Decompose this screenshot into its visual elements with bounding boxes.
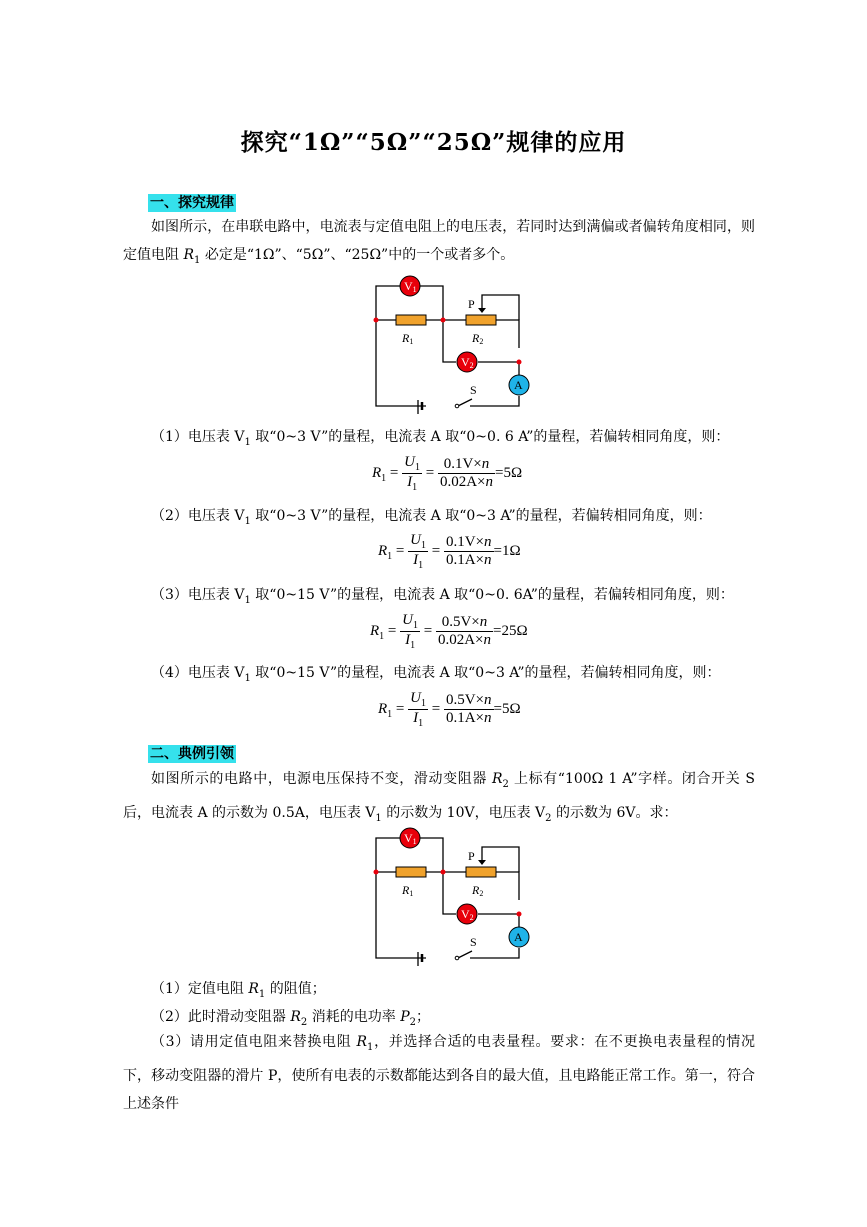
formula-2: $R_1$ = $\frac{U_1}{I_1}$ = $\frac{0.1V\times n}{0.1A\times n}$ =1Ω (378, 532, 521, 571)
r1-label-2: R1 (402, 883, 414, 898)
slider-label: P (468, 297, 475, 311)
section-heading-2-text: 二、典例引领 (150, 746, 234, 762)
v1-label-2: V1 (404, 831, 417, 846)
v1-label: V1 (404, 279, 417, 294)
r2-label: R2 (472, 331, 484, 346)
question-1: （1）定值电阻 $R_1$ 的阻值； (151, 981, 326, 1000)
formula-3: $R_1$ = $\frac{U_1}{I_1}$ = $\frac{0.5V\times n}{0.02A\times n}$ =25Ω (370, 612, 528, 651)
formula-1: $R_1$ = $\frac{U_1}{I_1}$ = $\frac{0.1V\times n}{0.02A\times n}$ =5Ω (372, 454, 523, 493)
question-3: （3）请用定值电阻来替换电阻 $R_1$，并选择合适的电表量程。要求：在不更换电表量程的情况下，移动变阻器的滑片 P，使所有电表的示数都能达到各自的最大值，且电路能正常工作。第一，符合上述条件 (123, 1034, 755, 1112)
formula-4: $R_1$ = $\frac{U_1}{I_1}$ = $\frac{0.5V\times n}{0.1A\times n}$ =5Ω (378, 690, 521, 729)
v2-label-2: V2 (461, 907, 474, 922)
switch-label-2: S (470, 935, 477, 949)
page-title: 探究“1Ω”“5Ω”“25Ω”规律的应用 (240, 129, 627, 156)
item-2-text: （2）电压表 $V_1$ 取“0~3 V”的量程，电流表 A 取“0~3 A”的量程，若偏转相同角度，则： (151, 508, 712, 527)
item-1-text: （1）电压表 $V_1$ 取“0~3 V”的量程，电流表 A 取“0~0. 6 A”的量程，若偏转相同角度，则： (151, 429, 730, 448)
item-4-text: （4）电压表 $V_1$ 取“0~15 V”的量程，电流表 A 取“0~3 A”的量程，若偏转相同角度，则： (151, 665, 721, 684)
example-paragraph: 如图所示的电路中，电源电压保持不变，滑动变阻器 $R_2$ 上标有“100Ω 1 A”字样。闭合开关 S 后，电流表 A 的示数为 0.5A，电压表 $V_1$ 的示数为 10V，电压表 $V_2$ 的示数为 6V。求： (123, 771, 756, 824)
section-heading-1-text: 一、探究规律 (150, 195, 234, 211)
switch-label: S (470, 383, 477, 397)
item-3-text: （3）电压表 $V_1$ 取“0~15 V”的量程，电流表 A 取“0~0. 6A”的量程，若偏转相同角度，则： (151, 587, 734, 606)
section-heading-2 (148, 743, 236, 763)
intro-paragraph: 如图所示，在串联电路中，电流表与定值电阻上的电压表，若同时达到满偏或者偏转角度相同，则定值电阻 $R_1$ 必定是“1Ω”、“5Ω”、“25Ω”中的一个或者多个。 (123, 219, 755, 266)
circuit-diagram-1 (368, 268, 538, 418)
r1-label: R1 (402, 331, 414, 346)
question-2: （2）此时滑动变阻器 $R_2$ 消耗的电功率 $P_2$； (151, 1009, 430, 1028)
r2-label-2: R2 (472, 883, 484, 898)
circuit-diagram-2 (368, 820, 538, 970)
ammeter-label-2: A (514, 930, 523, 944)
section-heading-1 (148, 192, 236, 212)
ammeter-label: A (514, 378, 523, 392)
slider-label-2: P (468, 849, 475, 863)
v2-label: V2 (461, 355, 474, 370)
